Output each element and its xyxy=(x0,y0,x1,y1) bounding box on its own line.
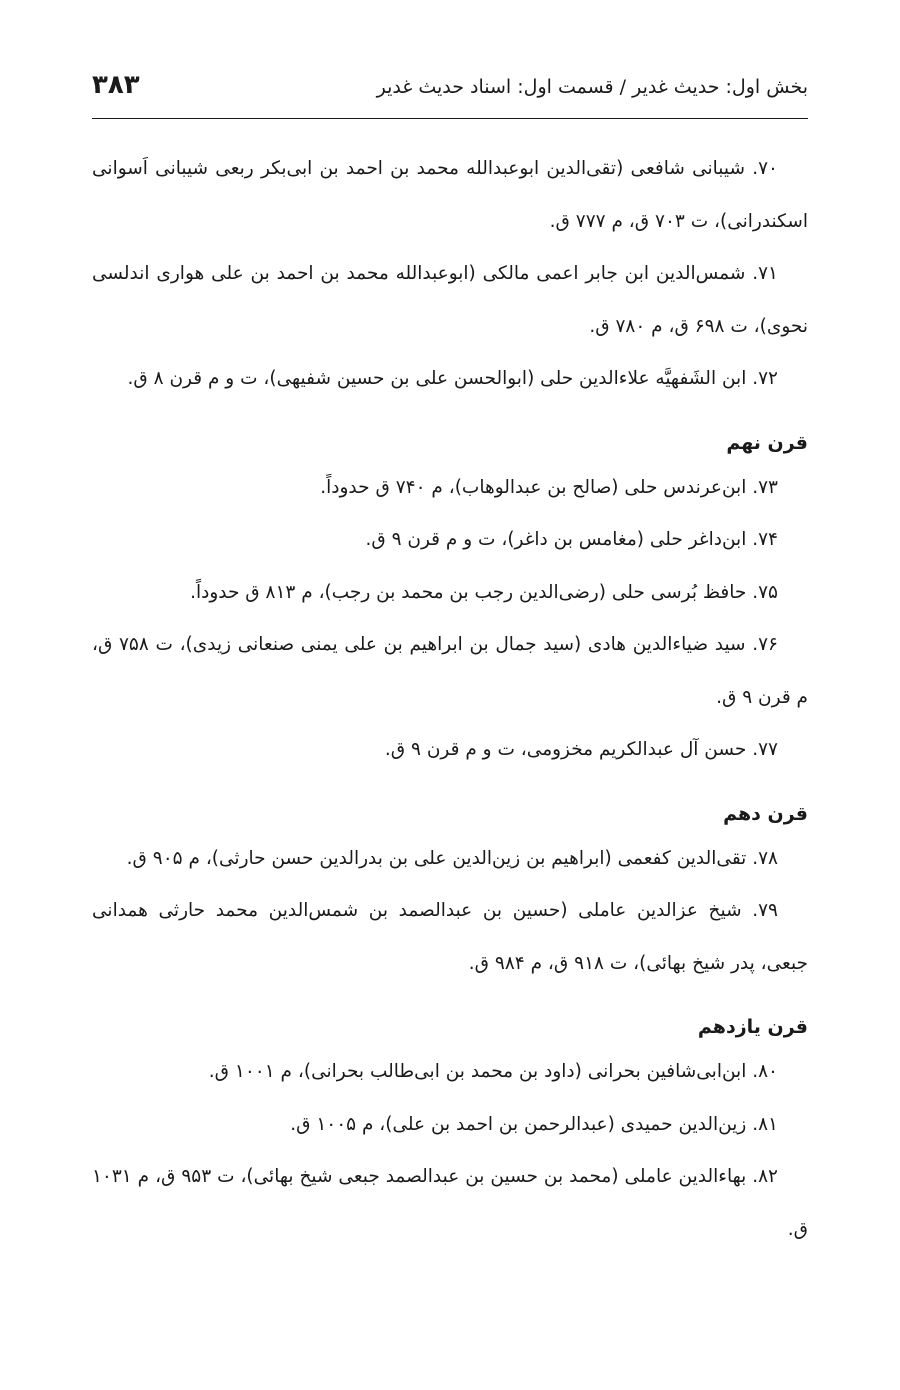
entry-text: شیبانی شافعی (تقی‌الدین ابوعبدالله محمد بن احمد بن ابی‌بکر ربعی شیبانی اَسوانی اسکندرانی)، ت ۷۰۳ ق، م ۷۷۷ ق. xyxy=(92,158,808,232)
section-heading: قرن نهم xyxy=(726,431,808,454)
entry-text: شیخ عزالدین عاملی (حسین بن عبدالصمد بن شمس‌الدین محمد حارثی همدانی جبعی، پدر شیخ بهائی)، ت ۹۱۸ ق، م ۹۸۴ ق. xyxy=(92,900,808,974)
page-body xyxy=(92,143,808,1256)
section-heading: قرن دهم xyxy=(723,802,808,825)
entry-number: ۷۸. xyxy=(752,847,778,869)
entry-number: ۸۰. xyxy=(752,1061,778,1082)
running-title: بخش اول: حدیث غدیر / قسمت اول: اسناد حدیث غدیر xyxy=(376,76,808,98)
header-divider xyxy=(92,118,808,119)
entry-text: شمس‌الدین ابن جابر اعمی مالکی (ابوعبدالله محمد بن احمد بن علی هواری اندلسی نحوی)، ت ۶۹۸ ق، م ۷۸۰ ق. xyxy=(92,263,808,337)
list-entry-75 xyxy=(92,567,808,620)
list-entry-80 xyxy=(92,1046,808,1099)
list-entry-76 xyxy=(92,619,808,724)
entry-number: ۷۹. xyxy=(752,900,778,921)
entry-number: ۷۱. xyxy=(752,263,778,284)
entry-number: ۷۲. xyxy=(752,368,778,389)
section-continuation xyxy=(92,143,808,406)
entry-number: ۷۵. xyxy=(752,581,778,603)
entry-text: بهاءالدین عاملی (محمد بن حسین بن عبدالصمد جبعی شیخ بهائی)، ت ۹۵۳ ق، م ۱۰۳۱ ق. xyxy=(92,1166,808,1240)
entry-text: تقی‌الدین کفعمی (ابراهیم بن زین‌الدین علی بن بدرالدین حسن حارثی)، م ۹۰۵ ق. xyxy=(126,847,747,869)
section-ninth-century xyxy=(92,424,808,777)
entry-text: حافظ بُرسی حلی (رضی‌الدین رجب بن محمد بن رجب)، م ۸۱۳ ق حدوداً. xyxy=(190,581,747,603)
list-entry-72 xyxy=(92,353,808,406)
list-entry-71 xyxy=(92,248,808,353)
page-header xyxy=(92,70,808,114)
entry-number: ۷۷. xyxy=(752,739,778,760)
list-entry-74 xyxy=(92,514,808,567)
list-entry-79 xyxy=(92,885,808,990)
entry-number: ۷۶. xyxy=(752,634,778,655)
list-entry-82 xyxy=(92,1151,808,1256)
entry-text: ابن‌عرندس حلی (صالح بن عبدالوهاب)، م ۷۴۰ ق حدوداً. xyxy=(320,476,747,498)
entry-text: ابن‌ابی‌شافین بحرانی (داود بن محمد بن ابی‌طالب بحرانی)، م ۱۰۰۱ ق. xyxy=(208,1061,747,1082)
list-entry-77 xyxy=(92,724,808,777)
entry-number: ۷۴. xyxy=(752,529,778,550)
entry-number: ۸۱. xyxy=(752,1113,778,1135)
entry-number: ۷۳. xyxy=(752,476,778,498)
section-tenth-century xyxy=(92,795,808,991)
list-entry-70 xyxy=(92,143,808,248)
entry-text: ابن الشَفهیَّه علاءالدین حلی (ابوالحسن علی بن حسین شفیهی)، ت و م قرن ۸ ق. xyxy=(127,368,747,389)
book-page xyxy=(92,0,808,1390)
list-entry-81 xyxy=(92,1099,808,1152)
entry-text: ابن‌داغر حلی (مغامس بن داغر)، ت و م قرن ۹ ق. xyxy=(365,529,747,550)
entry-number: ۷۰. xyxy=(752,158,778,179)
entry-text: سید ضیاءالدین هادی (سید جمال بن ابراهیم بن علی یمنی صنعانی زیدی)، ت ۷۵۸ ق، م قرن ۹ ق. xyxy=(92,634,808,708)
list-entry-78 xyxy=(92,833,808,886)
entry-text: زین‌الدین حمیدی (عبدالرحمن بن احمد بن علی)، م ۱۰۰۵ ق. xyxy=(290,1113,747,1135)
entry-text: حسن آل عبدالکریم مخزومی، ت و م قرن ۹ ق. xyxy=(384,739,747,760)
list-entry-73 xyxy=(92,462,808,515)
section-heading: قرن یازدهم xyxy=(697,1016,808,1038)
section-eleventh-century xyxy=(92,1008,808,1256)
entry-number: ۸۲. xyxy=(752,1166,778,1187)
page-number: ۳۸۳ xyxy=(92,70,140,100)
